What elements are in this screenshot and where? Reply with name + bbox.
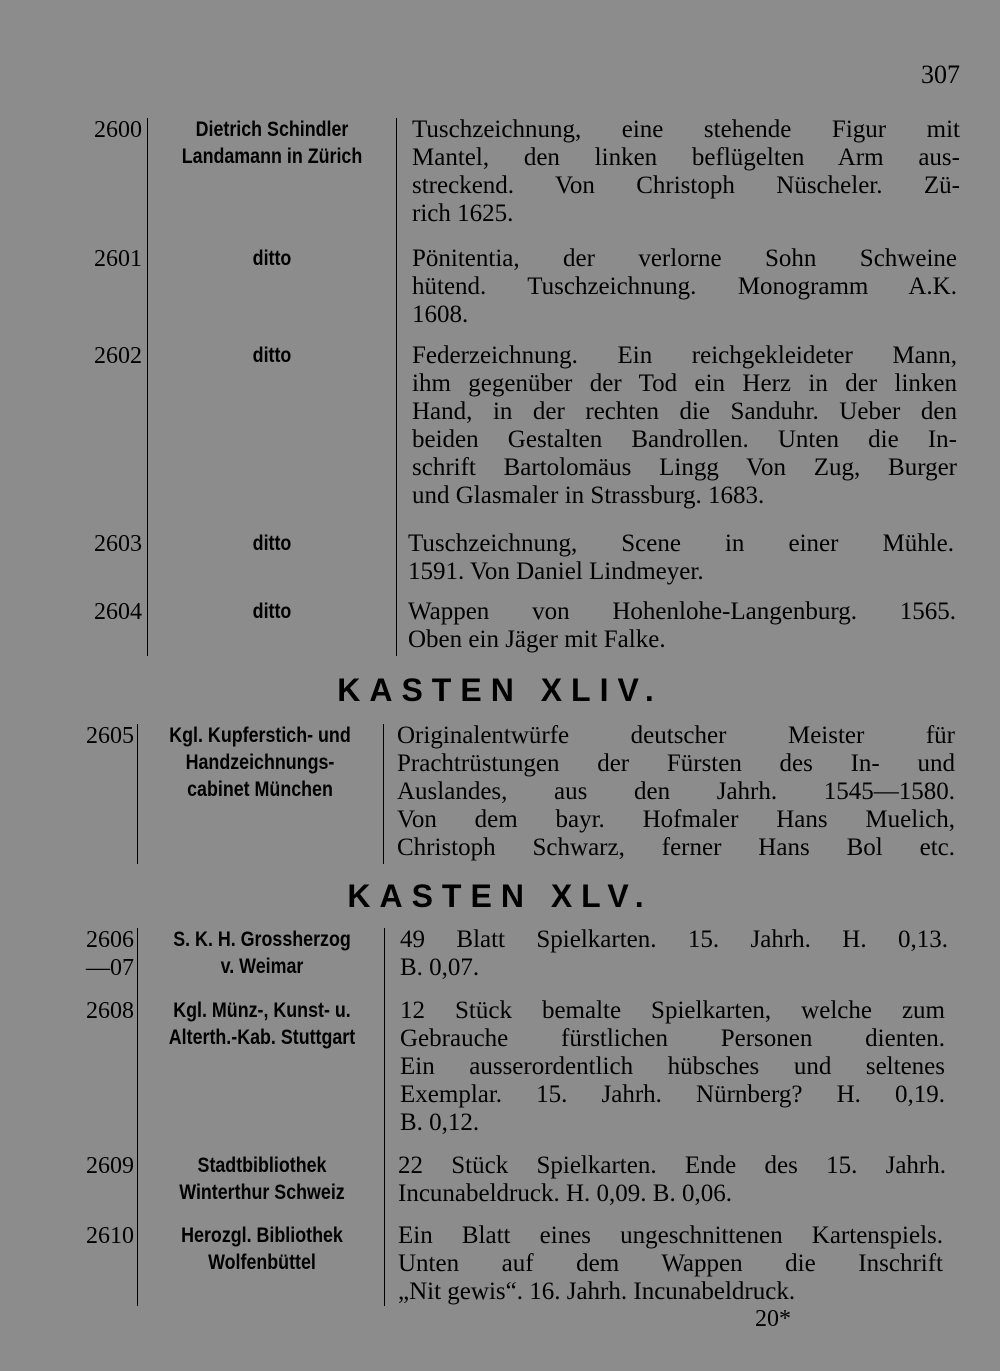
entry-number: 2600: [94, 117, 142, 143]
entry-description: 22 Stück Spielkarten. Ende des 15. Jahrh. Incunabeldruck. H. 0,09. B. 0,06.: [398, 1152, 946, 1207]
entry-number: 2604: [94, 599, 142, 625]
entry-owner: ditto: [252, 344, 292, 367]
entry-number: 2606 —07: [86, 927, 134, 981]
column-rule-owner: [396, 118, 397, 656]
entry-owner: Kgl. Münz-, Kunst- u. Alterth.-Kab. Stuttgart: [168, 999, 356, 1049]
entry-description: Tuschzeichnung, eine stehende Figur mit Mantel, den linken beflügelten Arm aus- streckend. Von Christoph Nüscheler. Zü- rich 1625.: [412, 116, 960, 227]
entry-number: 2608: [86, 998, 134, 1024]
entry-owner: ditto: [252, 600, 292, 623]
entry-number: 2602: [94, 343, 142, 369]
entry-description: Federzeichnung. Ein reichgekleideter Mann, ihm gegenüber der Tod ein Herz in der linken Hand, in der rechten die Sanduhr. Ueber den beiden Gestalten Bandrollen. Unten die In- schrift Bartolomäus Lingg Von Zug, Burger und Glasmaler in Strassburg. 1683.: [412, 342, 957, 509]
entry-description: 12 Stück bemalte Spielkarten, welche zum Gebrauche fürstlichen Personen dienten. Ein ausserordentlich hübsches und seltenes Exemplar. 15. Jahrh. Nürnberg? H. 0,19. B. 0,12.: [400, 997, 945, 1136]
entry-description: Ein Blatt eines ungeschnittenen Kartenspiels. Unten auf dem Wappen die Inschrift „Nit gewis“. 16. Jahrh. Incunabeldruck.: [398, 1222, 943, 1305]
entry-owner: Stadtbibliothek Winterthur Schweiz: [179, 1154, 345, 1204]
entry-owner: Herozgl. Bibliothek Wolfenbüttel: [181, 1224, 343, 1274]
entry-number: 2610: [86, 1223, 134, 1249]
column-rule-number: [137, 928, 138, 1306]
entry-owner: Kgl. Kupferstich- und Handzeichnungs- cabinet München: [169, 724, 351, 801]
section-heading: KASTEN XLIV.: [337, 672, 663, 708]
entry-owner: Dietrich Schindler Landamann in Zürich: [181, 118, 363, 168]
section-heading: KASTEN XLV.: [347, 878, 653, 914]
entry-owner: ditto: [252, 247, 292, 270]
entry-owner: S. K. H. Grossherzog v. Weimar: [173, 928, 351, 978]
column-rule-owner: [383, 724, 384, 864]
entry-number: 2605: [86, 723, 134, 749]
entry-description: 49 Blatt Spielkarten. 15. Jahrh. H. 0,13. B. 0,07.: [400, 926, 948, 981]
entry-description: Tuschzeichnung, Scene in einer Mühle. 1591. Von Daniel Lindmeyer.: [408, 530, 954, 585]
entry-owner: ditto: [252, 532, 292, 555]
column-rule-number: [137, 724, 138, 864]
column-rule-owner: [384, 928, 385, 1306]
entry-number: 2601: [94, 246, 142, 272]
signature-mark: 20*: [755, 1306, 791, 1332]
column-rule-number: [147, 118, 148, 656]
entry-description: Wappen von Hohenlohe-Langenburg. 1565. Oben ein Jäger mit Falke.: [408, 598, 956, 653]
entry-description: Originalentwürfe deutscher Meister für Prachtrüstungen der Fürsten des In- und Auslandes, aus den Jahrh. 1545—1580. Von dem bayr. Hofmaler Hans Muelich, Christoph Schwarz, ferner Hans Bol etc.: [397, 722, 955, 861]
entry-description: Pönitentia, der verlorne Sohn Schweine hütend. Tuschzeichnung. Monogramm A.K. 1608.: [412, 245, 957, 328]
page-number: 307: [921, 60, 960, 89]
entry-number: 2609: [86, 1153, 134, 1179]
entry-number: 2603: [94, 531, 142, 557]
